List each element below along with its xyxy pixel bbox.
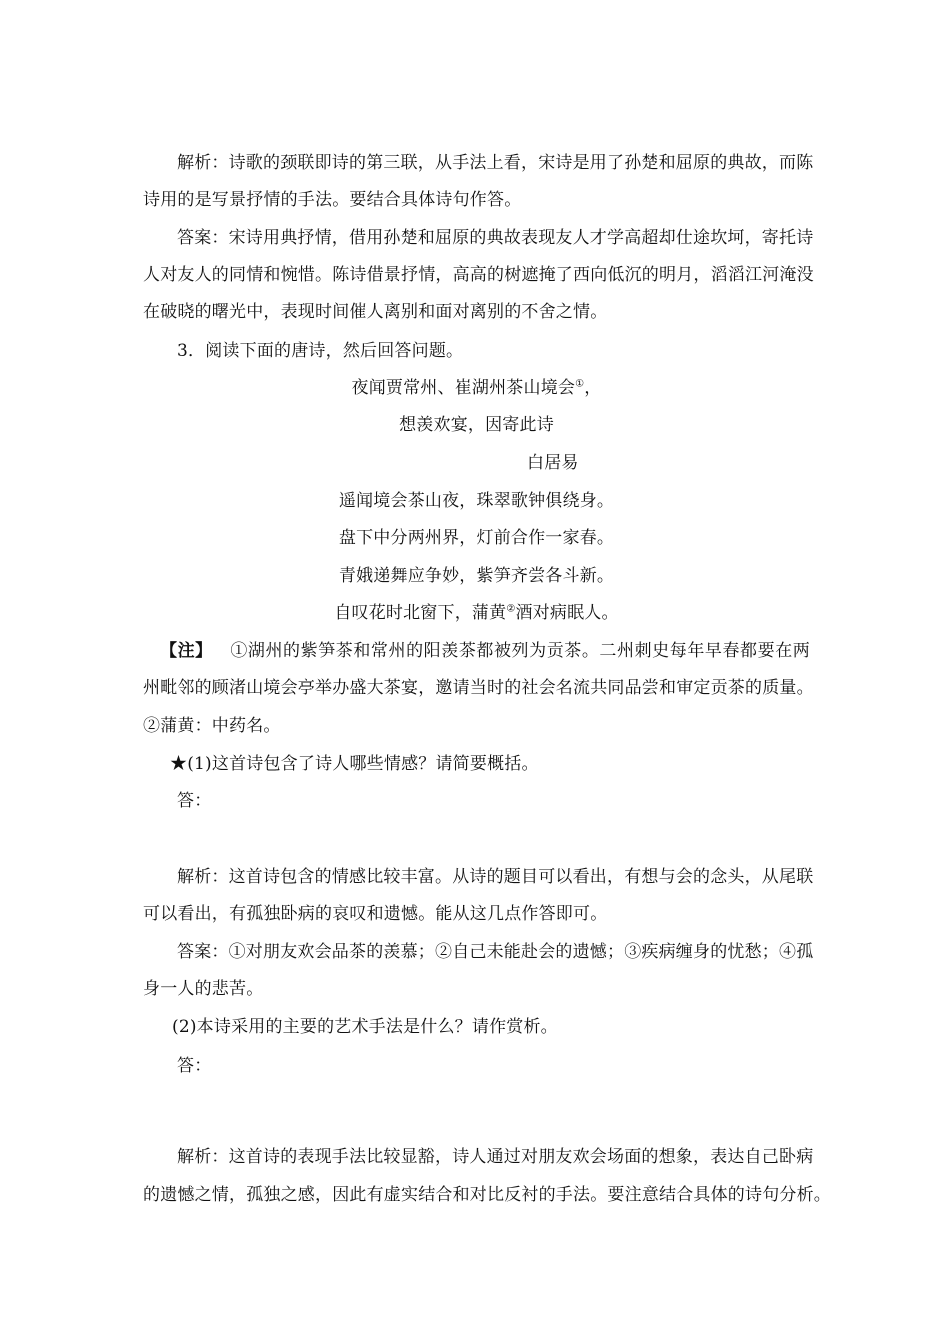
analysis-line: 的遗憾之情，孤独之感，因此有虚实结合和对比反衬的手法。要注意结合具体的诗句分析。 — [143, 1185, 831, 1205]
answer-label: 答： — [177, 1056, 212, 1076]
answer-label: 答： — [177, 791, 212, 811]
answer-line: 在破晓的曙光中，表现时间催人离别和面对离别的不舍之情。 — [143, 302, 608, 322]
answer-line: 答案：①对朋友欢会品茶的羡慕；②自己未能赴会的遗憾；③疾病缠身的忧愁；④孤 — [177, 942, 814, 962]
note-text: ①湖州的紫笋茶和常州的阳羡茶都被列为贡茶。二州刺史每年早春都要在两 — [229, 641, 810, 661]
question-3: 3．阅读下面的唐诗，然后回答问题。 — [177, 341, 464, 361]
analysis-line: 诗用的是写景抒情的手法。要结合具体诗句作答。 — [143, 190, 522, 210]
footnote-marker: ② — [506, 603, 516, 615]
poem-title-punct: ， — [584, 378, 602, 398]
poem-author: 白居易 — [527, 453, 579, 473]
poem-line — [143, 602, 810, 624]
analysis-line: 解析：这首诗包含的情感比较丰富。从诗的题目可以看出，有想与会的念头，从尾联 — [177, 867, 814, 887]
note-line — [160, 640, 810, 662]
note-line: ②蒲黄：中药名。 — [143, 716, 281, 736]
analysis-line: 解析：这首诗的表现手法比较显豁，诗人通过对朋友欢会场面的想象，表达自己卧病 — [177, 1147, 814, 1167]
poem-line: 青娥递舞应争妙，紫笋齐尝各斗新。 — [338, 566, 615, 586]
answer-line: 人对友人的同情和惋惜。陈诗借景抒情，高高的树遮掩了西向低沉的明月，滔滔江河淹没 — [143, 265, 814, 285]
answer-line: 答案：宋诗用典抒情，借用孙楚和屈原的典故表现友人才学高超却仕途坎坷，寄托诗 — [177, 228, 814, 248]
analysis-line: 解析：诗歌的颈联即诗的第三联，从手法上看，宋诗是用了孙楚和屈原的典故，而陈 — [177, 153, 814, 173]
footnote-marker: ① — [575, 378, 585, 390]
poem-line: 盘下中分两州界，灯前合作一家春。 — [338, 528, 615, 548]
question-1: ★(1)这首诗包含了诗人哪些情感？请简要概括。 — [170, 754, 539, 774]
poem-title-text: 夜闻贾常州、崔湖州茶山境会 — [351, 378, 576, 398]
question-2: (2)本诗采用的主要的艺术手法是什么？请作赏析。 — [172, 1017, 558, 1037]
poem-title: 想羡欢宴，因寄此诗 — [399, 415, 554, 435]
poem-title — [143, 377, 810, 399]
analysis-line: 可以看出，有孤独卧病的哀叹和遗憾。能从这几点作答即可。 — [143, 904, 608, 924]
note-label: 【注】 — [160, 641, 213, 661]
poem-line: 遥闻境会茶山夜，珠翠歌钟俱绕身。 — [338, 491, 615, 511]
note-line: 州毗邻的顾渚山境会亭举办盛大茶宴，邀请当时的社会名流共同品尝和审定贡茶的质量。 — [143, 678, 814, 698]
poem-line-text: 酒对病眠人。 — [515, 603, 619, 623]
answer-line: 身一人的悲苦。 — [143, 979, 264, 999]
poem-line-text: 自叹花时北窗下，蒲黄 — [334, 603, 507, 623]
